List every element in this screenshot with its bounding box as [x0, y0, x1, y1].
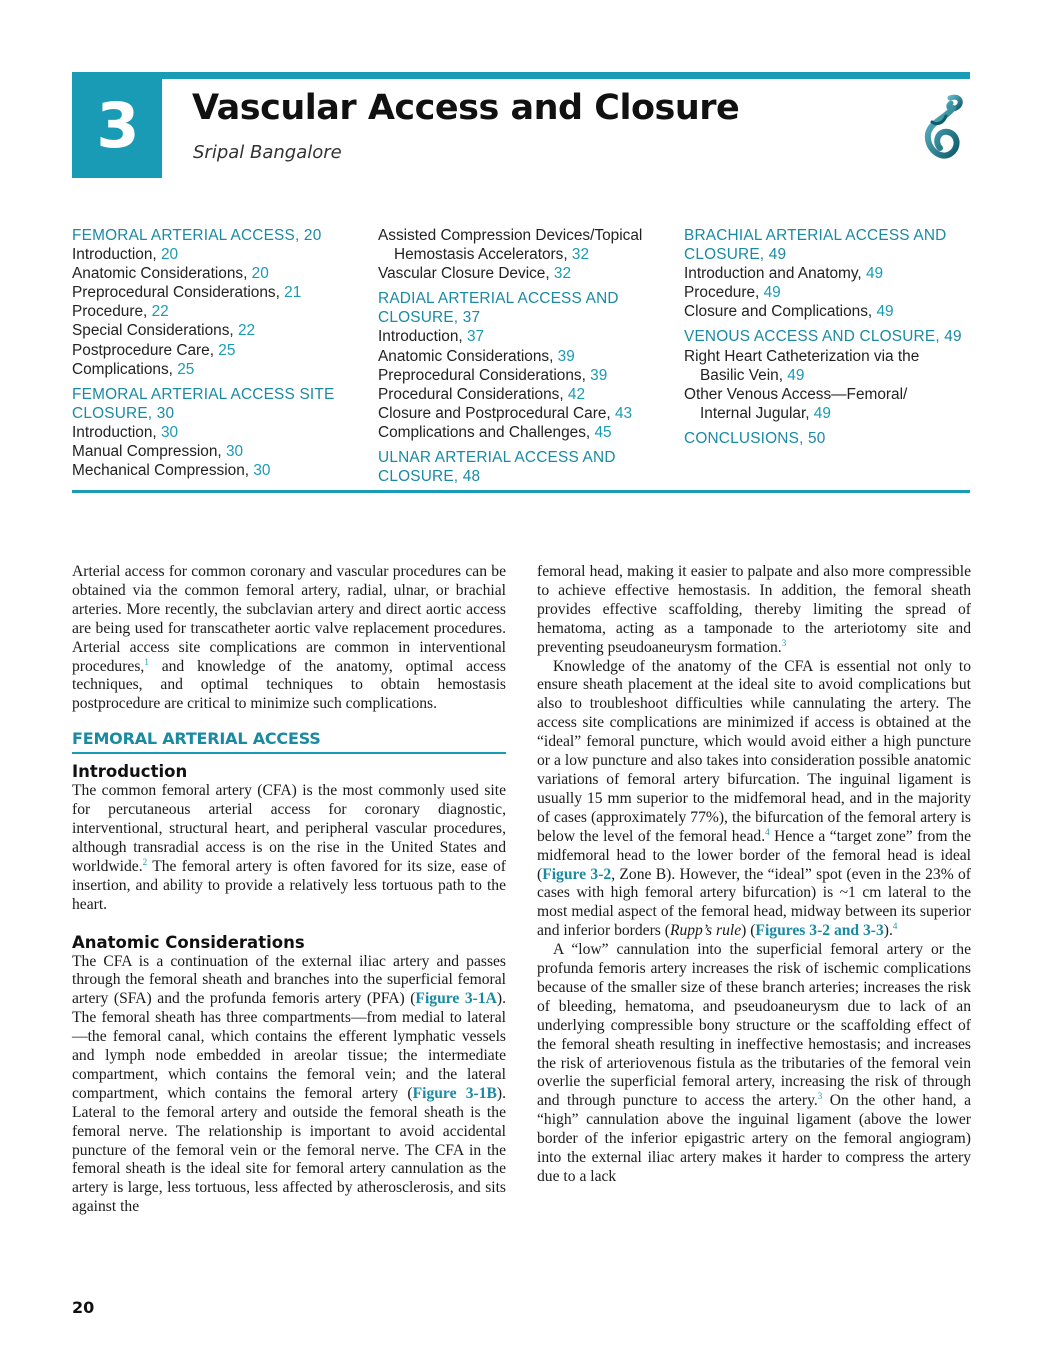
toc-entry [378, 245, 678, 264]
toc-entry [72, 302, 362, 321]
toc-entry [72, 321, 362, 340]
toc-entry-label: Procedural Considerations, [378, 385, 568, 403]
intro-paragraph [72, 563, 506, 714]
toc-entry-page: 49 [813, 404, 831, 422]
text-run: Knowledge of the anatomy of the CFA is essential not only to ensure sheath placement at the ideal site to avoid complications but also to troubleshoot difficulties while cannulating the artery. The access site complications are minimized if access is obtained at the “ideal” femoral puncture, which would avoid either a high puncture or a low puncture and also takes into consideration possible anatomic variations of femoral artery bifurcation. The inguinal ligament is usually 15 mm superior to the midfemoral head, and in the majority of cases (approximately 77%), the bifurcation of the femoral artery is below the level of the femoral head. [537, 657, 971, 845]
chapter-title: Vascular Access and Closure [192, 88, 740, 128]
toc-column-3 [684, 226, 974, 448]
reference-superscript: 3 [781, 637, 787, 648]
reference-superscript: 3 [817, 1091, 823, 1102]
toc-heading: FEMORAL ARTERIAL ACCESS SITE CLOSURE, 30 [72, 385, 335, 422]
toc-entry-label: Procedure, [684, 284, 764, 302]
figure-reference-link[interactable]: Figure 3-1B [412, 1084, 497, 1102]
toc-entry-page: 49 [876, 303, 894, 321]
toc-entry [684, 264, 974, 283]
toc-entry [72, 423, 362, 442]
toc-entry-page: 22 [151, 303, 169, 321]
chapter-top-rule [72, 72, 970, 79]
text-run: The common femoral artery (CFA) is the most commonly used site for percutaneous arterial access for coronary diagnostic, interventional, structural heart, and peripheral vascular procedures, although transradial access is on the rise in the United States and worldwide. [72, 782, 506, 875]
toc-column-2 [378, 226, 678, 486]
text-run: On the other hand, a “high” cannulation above the inguinal ligament (above the lower border of the inferior epigastric artery on the femoral angiogram) into the external iliac artery makes it harder to compress the artery due to a lack [537, 1092, 971, 1185]
text-run: femoral head, making it easier to palpate and also more compressible to achieve effective hemostasis. In addition, the femoral sheath provides effective scaffolding, thereby limiting the spread of hematoma, acting as a tamponade to the arteriotomy site and preventing pseudoaneurysm formation. [537, 563, 971, 656]
body-left-column [72, 563, 506, 1217]
subheading-anatomic-considerations: Anatomic Considerations [72, 932, 305, 952]
toc-entry-label: Procedure, [72, 303, 152, 321]
toc-entry-page: 30 [225, 443, 244, 461]
introduction-paragraph [72, 782, 506, 914]
toc-heading: BRACHIAL ARTERIAL ACCESS AND CLOSURE, 49 [684, 227, 947, 264]
toc-entry-page: 25 [218, 341, 236, 359]
cfa-anatomy-paragraph [537, 658, 971, 942]
toc-heading: RADIAL ARTERIAL ACCESS AND CLOSURE, 37 [378, 290, 619, 327]
text-run: ). [883, 922, 893, 940]
toc-column-1 [72, 226, 362, 480]
text-run: Hence a “target zone” from the midfemoral head to the lower border of the femoral head is ideal ( [537, 827, 971, 883]
toc-entry-page: 39 [590, 366, 608, 384]
reference-superscript: 4 [892, 921, 898, 932]
toc-entry-label: Anatomic Considerations, [72, 265, 252, 283]
text-run: ) ( [741, 922, 756, 940]
reference-superscript: 2 [142, 856, 148, 867]
toc-entry-page: 25 [177, 360, 195, 378]
toc-entry-label: Vascular Closure Device, [378, 265, 554, 283]
toc-entry-page: 43 [614, 404, 633, 422]
toc-entry [72, 264, 362, 283]
toc-entry-label: Introduction, [378, 328, 467, 346]
toc-entry [72, 283, 362, 302]
toc-entry [684, 283, 974, 302]
italic-text: Rupp’s rule [669, 922, 742, 940]
toc-entry-page: 49 [763, 284, 781, 302]
toc-entry-label: Closure and Complications, [684, 303, 877, 321]
toc-heading: ULNAR ARTERIAL ACCESS AND CLOSURE, 48 [378, 449, 616, 486]
toc-entry-label: Hemostasis Accelerators, [394, 246, 572, 264]
toc-entry-label: Introduction, [72, 246, 161, 264]
figure-reference-link[interactable]: Figure 3-1A [415, 990, 497, 1008]
figure-reference-link[interactable]: Figures 3-2 and 3-3 [755, 922, 884, 940]
reference-superscript: 4 [765, 826, 770, 837]
figure-reference-link[interactable]: Figure 3-2 [542, 865, 612, 883]
toc-entry-page: 20 [251, 265, 269, 283]
toc-entry [378, 385, 678, 404]
toc-entry-label: Postprocedure Care, [72, 341, 219, 359]
toc-entry-label: Introduction, [72, 423, 161, 441]
toc-entry-label: Internal Jugular, [700, 404, 814, 422]
toc-entry-label: Preprocedural Considerations, [72, 284, 285, 302]
text-run: Arterial access for common coronary and vascular procedures can be obtained via the common femoral artery, radial, ulnar, or brachial arteries. More recently, the subclavian artery and direct aortic access are being used for transcatheter aortic valve replacement procedures. Arterial access site complications are common in interventional procedures, [72, 563, 506, 675]
toc-bottom-rule [72, 490, 970, 493]
toc-entry [684, 347, 974, 366]
toc-entry [378, 347, 678, 366]
toc-entry-page: 21 [284, 284, 302, 302]
text-run: and knowledge of the anatomy, optimal access techniques, and optimal techniques to obtain hemostasis postprocedure are critical to minimize such complications. [72, 657, 506, 713]
low-cannulation-paragraph [537, 941, 971, 1187]
section-heading-femoral-access: FEMORAL ARTERIAL ACCESS [72, 730, 506, 754]
reference-superscript: 1 [144, 656, 149, 667]
body-right-column [537, 563, 971, 1187]
toc-entry [72, 360, 362, 379]
toc-entry [378, 327, 678, 346]
text-run: The CFA is a continuation of the external iliac artery and passes through the femoral sheath and branches into the superficial femoral artery (SFA) and the profunda femoris artery (PFA) ( [72, 952, 506, 1008]
toc-entry-label: Manual Compression, [72, 443, 226, 461]
toc-entry-label: Right Heart Catheterization via the [684, 347, 920, 365]
toc-entry-label: Complications, [72, 360, 178, 378]
toc-entry-label: Other Venous Access—Femoral/ [684, 385, 908, 403]
toc-entry-label: Special Considerations, [72, 322, 238, 340]
femoral-head-paragraph [537, 563, 971, 658]
text-run: ). The femoral sheath has three compartments—from medial to lateral—the femoral canal, which contains the efferent lymphatic vessels and lymph node embedded in areolar tissue; the intermediate compartment, which contains the femoral vein; and the lateral compartment, which contains the femoral artery ( [72, 990, 506, 1102]
page-number: 20 [72, 1298, 95, 1317]
toc-entry-label: Introduction and Anatomy, [684, 265, 866, 283]
toc-entry-page: 45 [594, 423, 612, 441]
chapter-number: 3 [96, 88, 138, 162]
toc-entry-label: Complications and Challenges, [378, 423, 595, 441]
toc-entry-label: Mechanical Compression, [72, 462, 254, 480]
toc-heading: FEMORAL ARTERIAL ACCESS, 20 [72, 227, 322, 244]
toc-entry-page: 30 [160, 423, 179, 441]
toc-entry-page: 30 [253, 462, 271, 480]
toc-entry-page: 22 [237, 322, 256, 340]
publisher-logo-icon [920, 92, 966, 164]
toc-entry [684, 302, 974, 321]
text-run: The femoral artery is often favored for its size, ease of insertion, and ability to provide a relatively less tortuous path to the heart. [72, 857, 506, 913]
toc-heading: VENOUS ACCESS AND CLOSURE, 49 [684, 328, 962, 346]
text-run: ). Lateral to the femoral artery and outside the femoral sheath is the femoral nerve. The relationship is important to avoid accidental puncture of the femoral vein or the femoral nerve. The CFA in the femoral sheath is the ideal site for femoral artery cannulation as the artery is large, less tortuous, less affected by atherosclerosis, and sits against the [72, 1084, 506, 1216]
toc-entry [378, 423, 678, 442]
toc-entry-page: 49 [865, 265, 884, 283]
toc-entry [378, 264, 678, 283]
toc-entry [72, 341, 362, 360]
toc-entry [72, 442, 362, 461]
toc-entry-label: Assisted Compression Devices/Topical [378, 227, 643, 244]
toc-entry [684, 385, 974, 404]
toc-heading: CONCLUSIONS, 50 [684, 429, 826, 447]
toc-entry-page: 42 [567, 385, 586, 403]
toc-entry-page: 32 [553, 265, 572, 283]
toc-entry [684, 404, 974, 423]
toc-entry [378, 404, 678, 423]
anatomic-paragraph [72, 953, 506, 1218]
toc-entry [684, 366, 974, 385]
toc-entry [72, 245, 362, 264]
chapter-author: Sripal Bangalore [193, 142, 342, 163]
toc-entry [378, 226, 678, 245]
toc-entry [72, 461, 362, 480]
toc-entry-page: 39 [557, 347, 575, 365]
toc-entry [378, 366, 678, 385]
toc-entry-label: Closure and Postprocedural Care, [378, 404, 615, 422]
chapter-number-box [72, 72, 162, 178]
toc-entry-label: Preprocedural Considerations, [378, 366, 591, 384]
toc-entry-page: 49 [787, 366, 805, 384]
text-run: A “low” cannulation into the superficial femoral artery or the profunda femoris artery increases the risk of ischemic complications because of the smaller size of these branch arteries; increases the risk of bleeding, hematoma, and pseudoaneurysm due to lack of an underlying compressible bony structure or the scaffolding effect of the femoral sheath resulting in ineffective hemostasis; and increases the risk of arteriovenous fistula as the tributaries of the femoral vein overlie the superficial femoral artery, increasing the risk of through and through puncture to access the artery. [537, 941, 971, 1110]
toc-entry-page: 37 [466, 328, 485, 346]
toc-entry-page: 32 [571, 246, 590, 264]
toc-entry-page: 20 [160, 246, 179, 264]
toc-entry-label: Anatomic Considerations, [378, 347, 558, 365]
subheading-introduction: Introduction [72, 762, 188, 782]
toc-entry-label: Basilic Vein, [700, 366, 788, 384]
text-run: , Zone B). However, the “ideal” spot (even in the 23% of cases with high femoral artery bifurcation) is ~1 cm lateral to the most medial aspect of the femoral head, midway between its superior and inferior borders ( [537, 865, 971, 940]
